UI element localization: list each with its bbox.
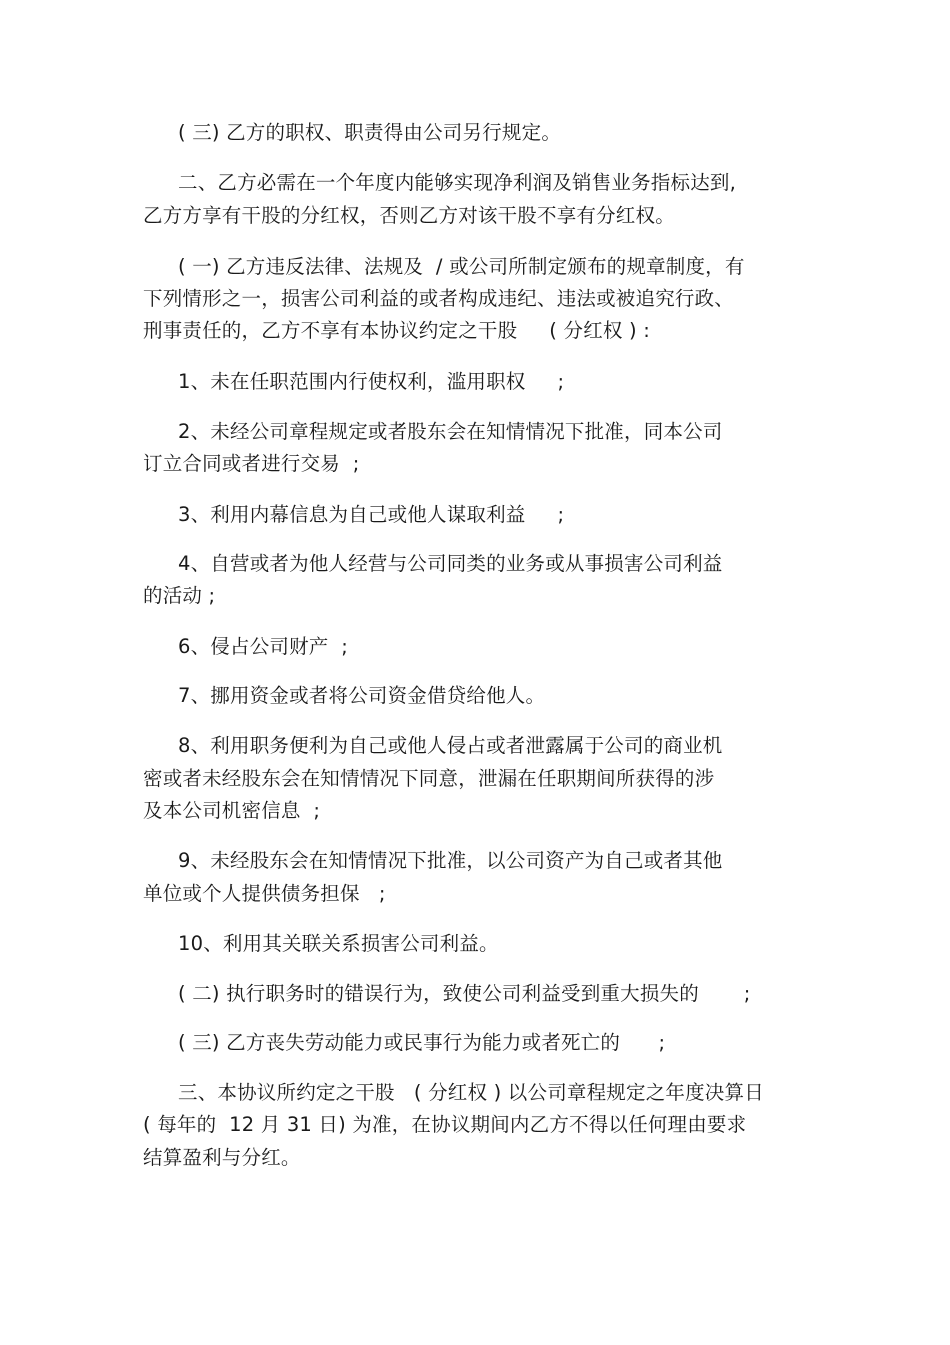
list-item: 6、侵占公司财产 ; [178, 635, 349, 658]
list-item: 3、利用内幕信息为自己或他人谋取利益 ; [178, 503, 565, 526]
paragraph-line: ( 三) 乙方的职权、职责得由公司另行规定。 [178, 121, 562, 144]
paragraph-line: ( 三) 乙方丧失劳动能力或民事行为能力或者死亡的 ; [178, 1031, 666, 1054]
paragraph-line: 乙方方享有干股的分红权，否则乙方对该干股不享有分红权。 [143, 204, 675, 227]
paragraph-line: 二、乙方必需在一个年度内能够实现净利润及销售业务指标达到, [178, 171, 736, 194]
list-item: 10、利用其关联关系损害公司利益。 [178, 932, 499, 955]
list-item: 4、自营或者为他人经营与公司同类的业务或从事损害公司利益 [178, 552, 723, 575]
paragraph-line: 结算盈利与分红。 [143, 1146, 301, 1169]
paragraph-line: 下列情形之一，损害公司利益的或者构成违纪、违法或被追究行政、 [143, 287, 735, 310]
paragraph-line: ( 二) 执行职务时的错误行为，致使公司利益受到重大损失的 ; [178, 982, 751, 1005]
list-item-continuation: 订立合同或者进行交易 ; [143, 452, 360, 475]
paragraph-line: ( 一) 乙方违反法律、法规及 / 或公司所制定颁布的规章制度，有 [178, 255, 745, 278]
list-item-continuation: 单位或个人提供债务担保 ; [143, 882, 386, 905]
list-item-continuation: 及本公司机密信息 ; [143, 799, 321, 822]
list-item-continuation: 的活动 ; [143, 584, 216, 607]
list-item: 8、利用职务便利为自己或他人侵占或者泄露属于公司的商业机 [178, 734, 723, 757]
list-item: 1、未在任职范围内行使权利，滥用职权 ; [178, 370, 565, 393]
list-item-continuation: 密或者未经股东会在知情情况下同意，泄漏在任职期间所获得的涉 [143, 767, 715, 790]
list-item: 9、未经股东会在知情情况下批准，以公司资产为自己或者其他 [178, 849, 723, 872]
list-item: 7、挪用资金或者将公司资金借贷给他人。 [178, 684, 546, 707]
paragraph-line: ( 每年的 12 月 31 日) 为准，在协议期间内乙方不得以任何理由要求 [143, 1113, 747, 1136]
list-item: 2、未经公司章程规定或者股东会在知情情况下批准，同本公司 [178, 420, 723, 443]
paragraph-line: 三、本协议所约定之干股 ( 分红权 ) 以公司章程规定之年度决算日 [178, 1081, 764, 1104]
paragraph-line: 刑事责任的，乙方不享有本协议约定之干股 ( 分红权 ) : [143, 319, 650, 342]
